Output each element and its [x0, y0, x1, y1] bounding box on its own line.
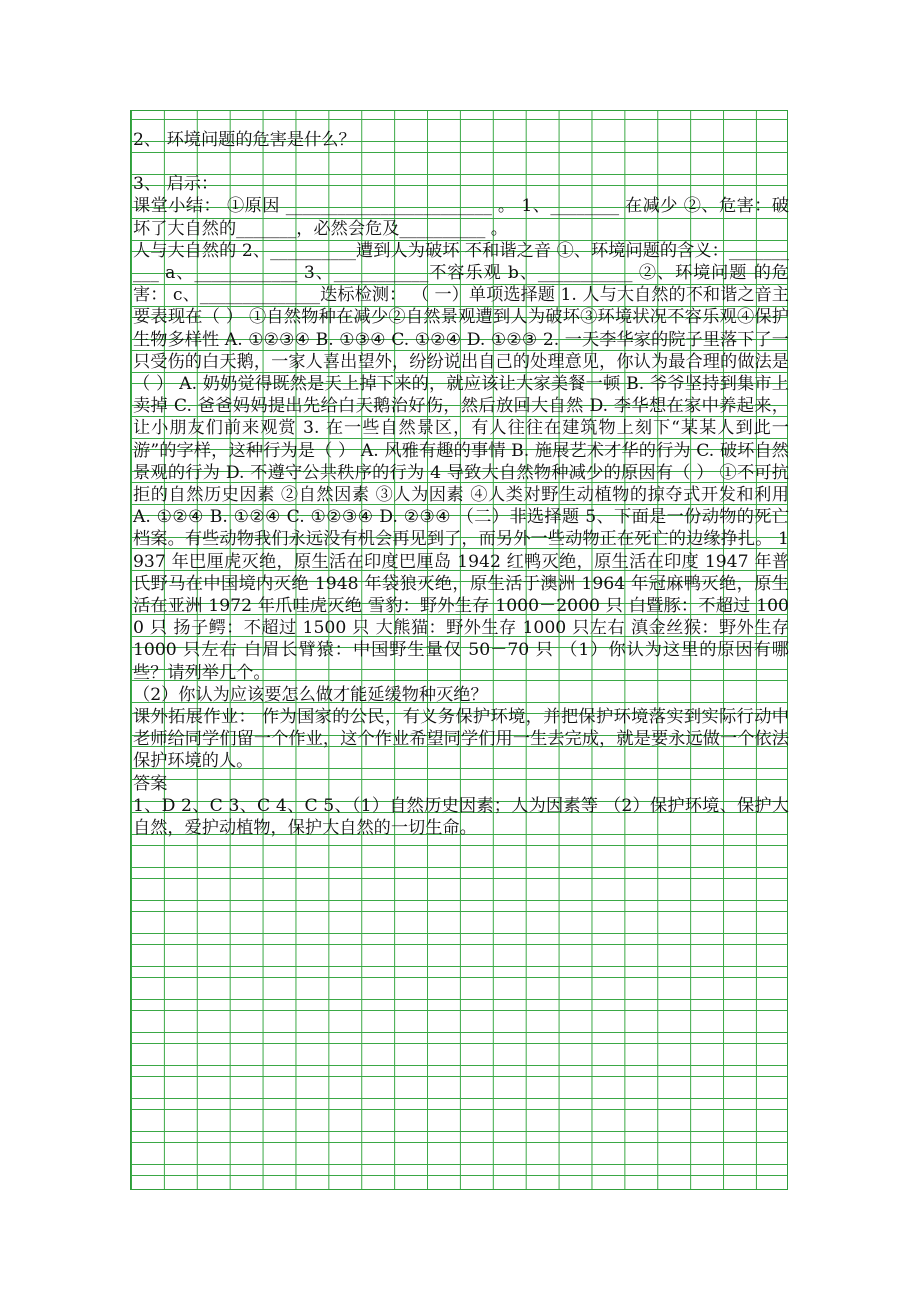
class-summary: 课堂小结： ①原因 ________________________ 。 1、________ 在减少 ②、危害：破坏了大自然的_______，必然会危及__________ 。	[133, 196, 789, 239]
document-body	[133, 129, 789, 839]
answer-body: 1、D 2、C 3、C 4、C 5、（1）自然历史因素；人为因素等 （2）保护环境、保护大自然，爱护动植物，保护大自然的一切生命。	[133, 795, 789, 839]
question-3: 3、 启示：	[133, 174, 219, 195]
answer-title: 答案	[133, 773, 168, 794]
question-5-part-2: （2）你认为应该要怎么做才能延缓物种灭绝？	[133, 684, 488, 705]
summary-and-exercises: 人与大自然的 2、__________遭到人为破坏 不和谐之音 ①、环境问题的含义：__________ a、____________ 3、___________不容乐观 b、___________ ②、环境问题 的危害： c、______________迭标检测： （ 一）单项选择题 1. 人与大自然的不和谐之音主要表现在（ ） ①自然物种在减少②自然景观遭到人为破坏③环境状况不容乐观④保护生物多样性 A. ①②③④ B. ①③④ C. ①②④ D. ①②③ 2. 一天李华家的院子里落下了一只受伤的白天鹅，一家人喜出望外，纷纷说出自己的处理意见，你认为最合理的做法是（ ） A. 奶奶觉得既然是天上掉下来的，就应该让大家美餐一顿 B. 爷爷坚持到集市上卖掉 C. 爸爸妈妈提出先给白天鹅治好伤，然后放回大自然 D. 李华想在家中养起来，让小朋友们前来观赏 3. 在一些自然景区，有人往往在建筑物上刻下“某某人到此一游”的字样，这种行为是（ ） A. 风雅有趣的事情 B. 施展艺术才华的行为 C. 破坏自然景观的行为 D. 不遵守公共秩序的行为 4 导致大自然物种减少的原因有（ ） ①不可抗拒的自然历史因素 ②自然因素 ③人为因素 ④人类对野生动植物的掠夺式开发和利用 A. ①②④ B. ①②④ C. ①②③④ D. ②③④ （二）非选择题 5、下面是一份动物的死亡档案。有些动物我们永远没有机会再见到了，而另外一些动物正在死亡的边缘挣扎。 1937 年巴厘虎灭绝，原生活在印度巴厘岛 1942 红鸭灭绝，原生活在印度 1947 年普氏野马在中国境内灭绝 1948 年袋狼灭绝，原生活于澳洲 1964 年冠麻鸭灭绝，原生活在亚洲 1972 年爪哇虎灭绝 雪豹：野外生存 1000－2000 只 白暨豚：不超过 1000 只 扬子鳄：不超过 1500 只 大熊猫：野外生存 1000 只左右 滇金丝猴：野外生存 1000 只左右 白眉长臂猿：中国野生量仅 50－70 只 （1）你认为这里的原因有哪些？请列举几个。	[133, 240, 789, 683]
question-2: 2、 环境问题的危害是什么？	[133, 130, 356, 150]
grid-paper-sheet	[130, 110, 788, 1190]
homework: 课外拓展作业： 作为国家的公民，有义务保护环境，并把保护环境落实到实际行动中老师给同学们留一个作业，这个作业希望同学们用一生去完成，就是要永远做一个依法保护环境的人。	[133, 707, 789, 772]
